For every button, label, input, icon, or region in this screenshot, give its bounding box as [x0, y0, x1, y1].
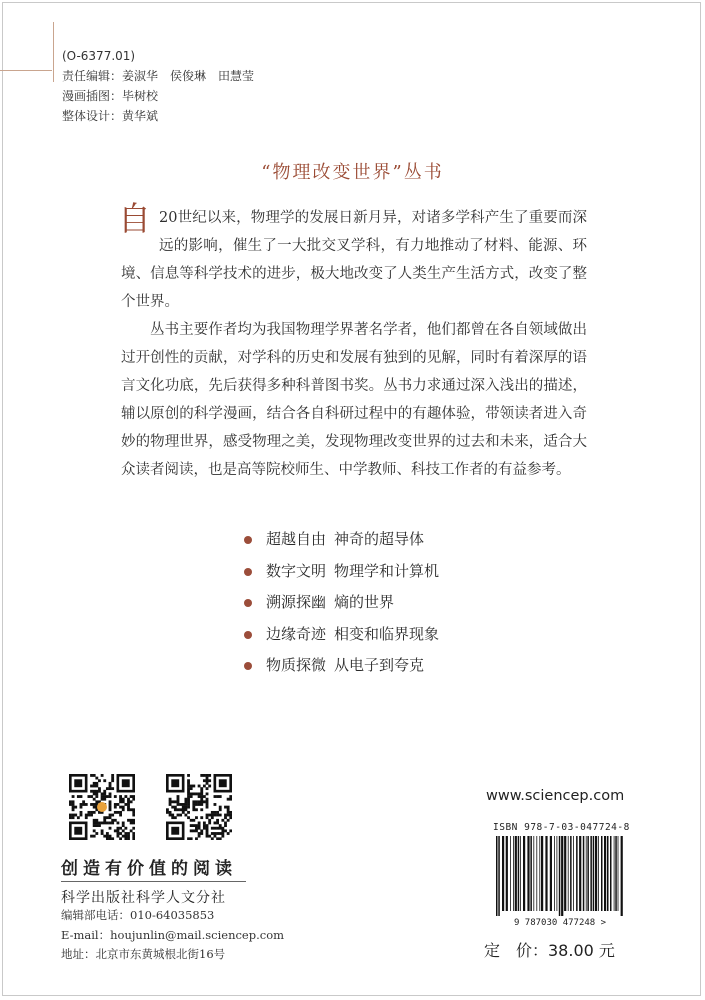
bullet-dot-icon: [244, 568, 252, 576]
decorative-line: [53, 22, 54, 82]
barcode-icon: [490, 836, 630, 928]
list-item: [244, 524, 439, 556]
barcode-digits: 9 787030 477248 >: [513, 918, 607, 928]
editors-line: [62, 66, 266, 86]
publisher-website: www.sciencep.com: [486, 788, 625, 804]
credits-block: [62, 46, 266, 126]
intro-paragraph: [118, 199, 587, 316]
book-title: 边缘奇迹: [266, 624, 327, 643]
contact-block: [61, 906, 284, 965]
book-title: 超越自由: [266, 530, 327, 548]
intro-text: [118, 199, 587, 484]
list-item: [244, 556, 439, 588]
book-subtitle: 相变和临界现象: [334, 624, 440, 643]
qr-code-icon[interactable]: [69, 774, 135, 840]
book-subtitle: 熵的世界: [334, 593, 395, 611]
bullet-dot-icon: [244, 536, 252, 544]
book-code: (O-6377.01): [62, 49, 136, 63]
book-subtitle: 神奇的超导体: [334, 530, 425, 548]
publisher-address: 地址：北京市东黄城根北街16号: [61, 947, 226, 961]
editors-label: 责任编辑：: [62, 69, 123, 83]
publisher-name: 科学出版社科学人文分社: [61, 890, 226, 906]
book-list: [244, 524, 439, 682]
list-item: [244, 650, 439, 682]
list-item: [244, 587, 439, 619]
editorial-email: E-mail：houjunlin@mail.sciencep.com: [61, 927, 285, 942]
book-title: 溯源探幽: [266, 593, 327, 611]
qr-code-icon[interactable]: [166, 774, 232, 840]
series-title: “物理改变世界”丛书: [261, 162, 444, 183]
book-title: 物质探微: [266, 656, 327, 674]
intro-paragraph: 丛书主要作者均为我国物理学界著名学者，他们都曾在各自领域做出过开创性的贡献，对学科的历史和发展有独到的见解，同时有着深厚的语言文化功底，先后获得多种科普图书奖。丛书力求通过深入浅出的描述，辅以原创的科学漫画，结合各自科研过程中的有趣体验，带领读者进入奇妙的物理世界，感受物理之美，发现物理改变世界的过去和未来，适合大众读者阅读，也是高等院校师生、中学教师、科技工作者的有益参考。: [121, 322, 587, 478]
illustrator-line: [62, 86, 266, 106]
designer-name: 黄华斌: [122, 109, 159, 123]
bullet-dot-icon: [244, 599, 252, 607]
illustrator-name: 毕树校: [122, 89, 159, 103]
price-label: 定 价：38.00 元: [484, 941, 615, 960]
illustrator-label: 漫画插图：: [62, 89, 123, 103]
isbn-label: ISBN 978-7-03-047724-8: [493, 822, 630, 833]
slogan: 创造有价值的阅读: [61, 859, 237, 879]
bullet-dot-icon: [244, 631, 252, 639]
divider: [61, 881, 246, 882]
editor-names: [122, 69, 266, 83]
designer-line: [62, 106, 266, 126]
editor-name: 姜淑华: [122, 69, 159, 83]
list-item: [244, 619, 439, 651]
drop-cap: 自: [118, 199, 151, 238]
book-subtitle: 物理学和计算机: [334, 561, 440, 580]
bullet-dot-icon: [244, 662, 252, 670]
intro-paragraph-1-text: 20世纪以来，物理学的发展日新月异，对诸多学科产生了重要而深远的影响，催生了一大批交叉学科，有力地推动了材料、能源、环境、信息等科学技术的进步，极大地改变了人类生产生活方式，改变了整个世界。: [121, 210, 587, 310]
editor-name: 侯俊琳: [170, 69, 207, 83]
designer-label: 整体设计：: [62, 109, 123, 123]
book-title: 数字文明: [266, 561, 327, 580]
book-subtitle: 从电子到夸克: [334, 656, 425, 674]
editor-name: 田慧莹: [218, 69, 255, 83]
decorative-line: [0, 70, 52, 71]
editorial-phone: 编辑部电话：010-64035853: [61, 908, 215, 922]
